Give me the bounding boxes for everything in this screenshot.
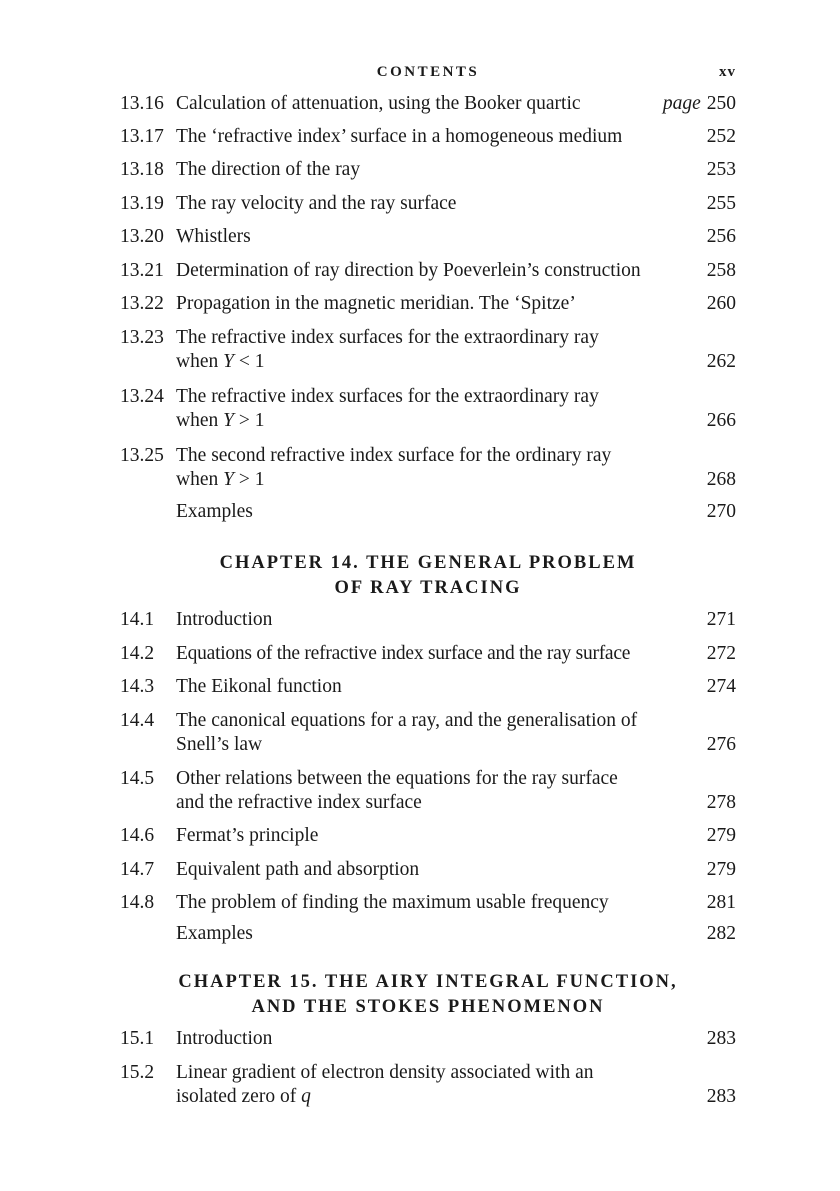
entry-number: 14.6 xyxy=(120,825,155,846)
contents-page xyxy=(120,0,736,1191)
entry-number: 13.17 xyxy=(120,126,164,147)
entry-page: page 250 xyxy=(662,93,736,114)
entry-page: 260 xyxy=(706,293,736,314)
entry-page: 272 xyxy=(706,643,736,664)
entry-title: Introduction xyxy=(176,1028,273,1049)
entry-page: 283 xyxy=(706,1028,736,1049)
entry-title: The canonical equations for a ray, and the generalisation of Snell’s law xyxy=(176,710,638,755)
entry-title: Fermat’s principle xyxy=(176,825,319,846)
entry-page: 270 xyxy=(706,501,736,522)
entry-title: The ray velocity and the ray surface xyxy=(176,193,457,214)
running-title: CONTENTS xyxy=(376,64,480,80)
entry-number: 13.23 xyxy=(120,327,164,348)
chapter-14-heading: CHAPTER 14. THE GENERAL PROBLEM OF RAY TRACING xyxy=(219,553,637,598)
entry-number: 14.5 xyxy=(120,768,155,789)
entry-number: 13.18 xyxy=(120,159,164,180)
entry-page: 279 xyxy=(706,825,736,846)
entry-title: Determination of ray direction by Poeverlein’s construction xyxy=(176,260,641,281)
entry-number: 14.8 xyxy=(120,892,155,913)
running-page-number: xv xyxy=(719,64,736,80)
entry-title: The second refractive index surface for the ordinary ray when Y > 1 xyxy=(176,445,612,490)
entry-page: 271 xyxy=(706,609,736,630)
entry-number: 13.24 xyxy=(120,386,164,407)
entry-title: The direction of the ray xyxy=(176,159,361,180)
entry-page: 262 xyxy=(706,351,736,372)
entry-number: 13.25 xyxy=(120,445,164,466)
entry-title: Calculation of attenuation, using the Booker quartic xyxy=(176,93,581,114)
entry-page: 281 xyxy=(706,892,736,913)
entry-number: 15.2 xyxy=(120,1062,155,1083)
entry-number: 13.22 xyxy=(120,293,164,314)
entry-number: 14.1 xyxy=(120,609,155,630)
entry-page: 278 xyxy=(706,792,736,813)
entry-title: The Eikonal function xyxy=(176,676,342,697)
entry-title: Whistlers xyxy=(176,226,251,247)
entry-number: 13.19 xyxy=(120,193,164,214)
entry-page: 274 xyxy=(706,676,736,697)
entry-page: 255 xyxy=(706,193,736,214)
entry-number: 13.21 xyxy=(120,260,164,281)
chapter-15-heading: CHAPTER 15. THE AIRY INTEGRAL FUNCTION, AND THE STOKES PHENOMENON xyxy=(178,972,678,1017)
entry-number: 13.20 xyxy=(120,226,164,247)
entry-title: Other relations between the equations for the ray surface and the refractive index surface xyxy=(176,768,618,813)
entry-page: 266 xyxy=(706,410,736,431)
entry-title: Equivalent path and absorption xyxy=(176,859,420,880)
entry-title: The refractive index surfaces for the extraordinary ray when Y > 1 xyxy=(176,386,599,431)
entry-page: 283 xyxy=(706,1086,736,1107)
entry-page: 276 xyxy=(706,734,736,755)
entry-page: 252 xyxy=(706,126,736,147)
entry-number: 14.7 xyxy=(120,859,155,880)
entry-page: 256 xyxy=(706,226,736,247)
entry-page: 258 xyxy=(706,260,736,281)
entry-title: Linear gradient of electron density associated with an isolated zero of q xyxy=(176,1062,594,1107)
entry-page: 279 xyxy=(706,859,736,880)
running-head xyxy=(120,62,736,84)
entry-number: 14.4 xyxy=(120,710,155,731)
entry-number: 14.3 xyxy=(120,676,155,697)
entry-title: The ‘refractive index’ surface in a homogeneous medium xyxy=(176,126,623,147)
entry-page: 253 xyxy=(706,159,736,180)
page-word: page xyxy=(662,93,701,114)
entry-number: 14.2 xyxy=(120,643,155,664)
entry-number: 15.1 xyxy=(120,1028,155,1049)
entry-title: Propagation in the magnetic meridian. The ‘Spitze’ xyxy=(176,293,576,314)
entry-title: Introduction xyxy=(176,609,273,630)
entry-title: Examples xyxy=(176,501,253,522)
entry-title: The refractive index surfaces for the extraordinary ray when Y < 1 xyxy=(176,327,599,372)
entry-title: Examples xyxy=(176,923,253,944)
entry-page: 268 xyxy=(706,469,736,490)
entry-title: Equations of the refractive index surface and the ray surface xyxy=(176,643,631,664)
entry-page: 282 xyxy=(706,923,736,944)
entry-title: The problem of finding the maximum usable frequency xyxy=(176,892,609,913)
entry-number: 13.16 xyxy=(120,93,164,114)
